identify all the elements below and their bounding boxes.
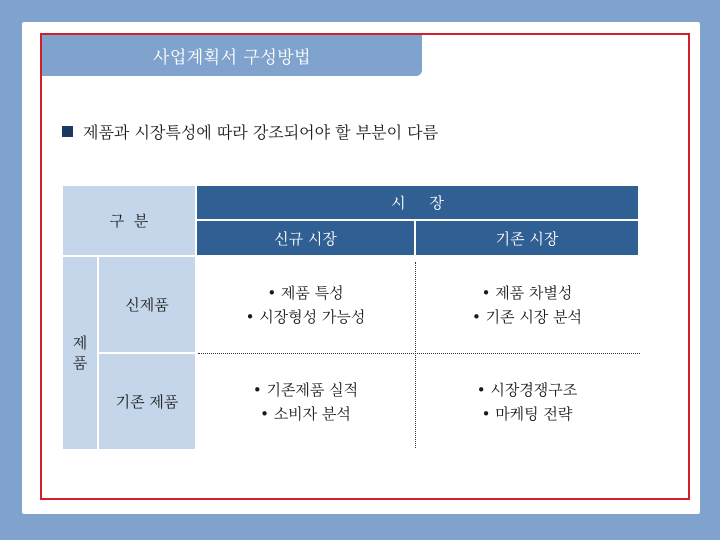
product-side-label: 제 품 bbox=[72, 334, 88, 372]
cell-line: • 제품 특성 bbox=[267, 283, 344, 302]
slide-title-text: 사업계획서 구성방법 bbox=[152, 48, 312, 68]
cell-line: • 제품 차별성 bbox=[481, 283, 573, 302]
cell-existing-product-existing-market bbox=[415, 353, 639, 450]
market-header-label: 시 장 bbox=[391, 194, 444, 212]
square-bullet-icon bbox=[62, 126, 73, 137]
market-header-cell bbox=[196, 185, 639, 220]
new-product-row-header bbox=[98, 256, 196, 353]
product-side-header bbox=[62, 256, 98, 450]
cell-line: • 기존 시장 분석 bbox=[471, 307, 583, 326]
cell-existing-product-new-market bbox=[196, 353, 415, 450]
corner-label: 구 분 bbox=[109, 212, 149, 230]
new-market-label: 신규 시장 bbox=[274, 229, 337, 248]
existing-product-row-header bbox=[98, 353, 196, 450]
cell-new-product-existing-market bbox=[415, 256, 639, 353]
new-market-header bbox=[196, 220, 415, 256]
bullet-line bbox=[62, 120, 438, 143]
cell-line: • 마케팅 전략 bbox=[481, 404, 573, 423]
cell-line: • 시장경쟁구조 bbox=[476, 380, 578, 399]
table-corner-cell bbox=[62, 185, 196, 256]
new-product-label: 신제품 bbox=[125, 296, 169, 314]
existing-market-header bbox=[415, 220, 639, 256]
existing-market-label: 기존 시장 bbox=[495, 229, 559, 248]
bullet-text: 제품과 시장특성에 따라 강조되어야 할 부분이 다름 bbox=[83, 123, 439, 142]
existing-product-label: 기존 제품 bbox=[115, 393, 179, 411]
cell-new-product-new-market bbox=[196, 256, 415, 353]
slide-title bbox=[42, 35, 422, 76]
cell-line: • 시장형성 가능성 bbox=[245, 307, 366, 326]
cell-line: • 기존제품 실적 bbox=[252, 380, 359, 399]
cell-line: • 소비자 분석 bbox=[260, 404, 351, 423]
